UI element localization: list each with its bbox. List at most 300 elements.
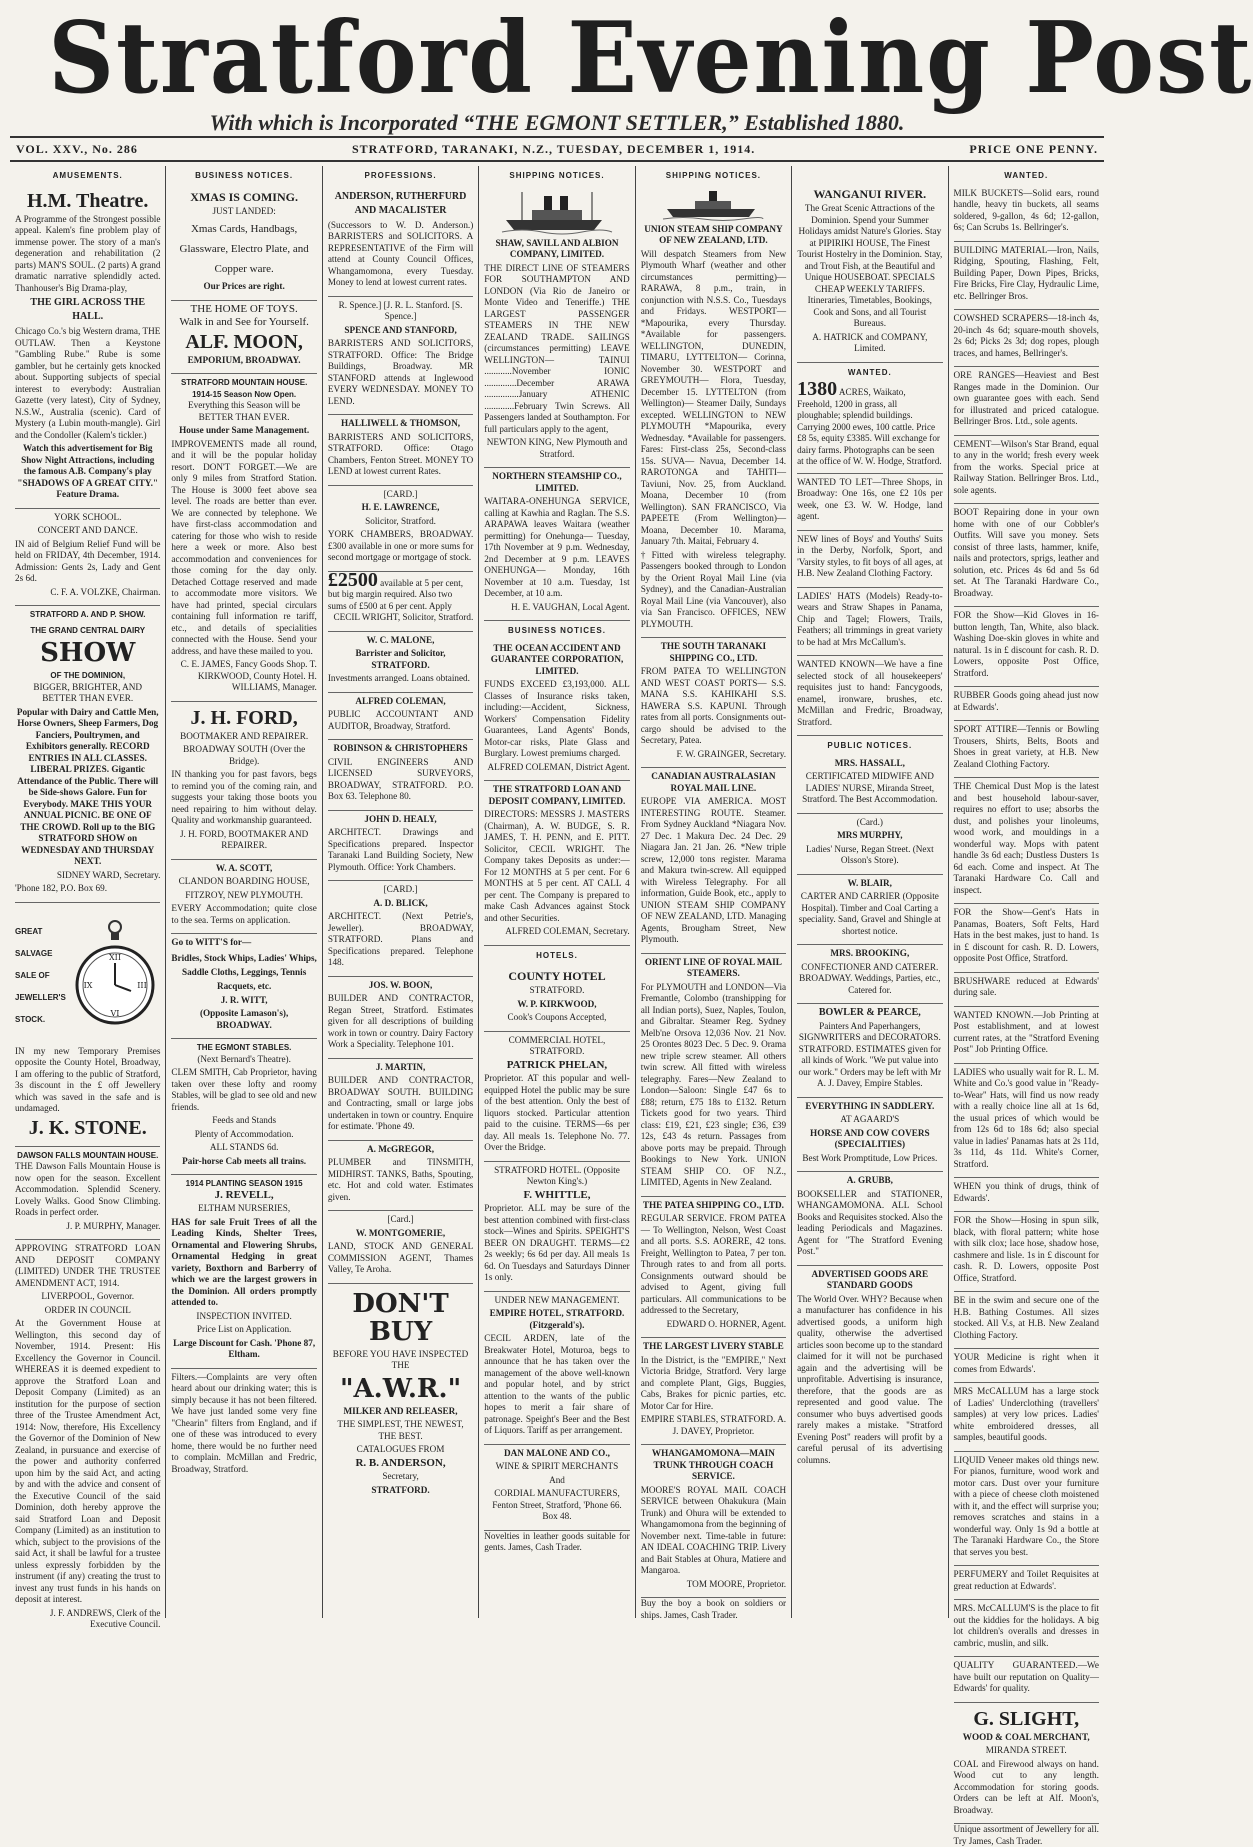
steamship-icon <box>641 188 786 224</box>
ad-alf-moon <box>171 301 316 375</box>
list-item <box>954 1657 1099 1703</box>
ad-text: DIRECTORS: MESSRS J. MASTERS (Chairman), A. W. BUDGE, S. R. JAMES, T. H. PENN, and E. PITT. Solicitor, CECIL WRIGHT. The Company takes Deposits as under:— For 12 MONTHS at 5 per cent. For 6 MONTHS at 5 per cent. AT CALL 4 per cent. The Company is prepared to make Cash Advances against Stock and other Securities. <box>484 809 630 923</box>
ad-title: THE OCEAN ACCIDENT AND GUARANTEE CORPORATION, LIMITED. <box>490 642 624 676</box>
ad-text: CONFECTIONER AND CATERER. BROADWAY. Weddings, Parties, etc., Catered for. <box>799 961 941 995</box>
ad-text: CLEM SMITH, Cab Proprietor, having taken over these lofty and roomy Stables, will be glad to see old and new friends. <box>171 1067 317 1112</box>
masthead <box>10 1 1253 135</box>
ad-text: Large Discount for Cash. 'Phone 87, Eltham. <box>173 1337 316 1359</box>
ad-filters <box>171 1369 316 1483</box>
ad-header: STRATFORD A. AND P. SHOW. <box>29 610 146 619</box>
ad-subtitle: ORDER IN COUNCIL <box>44 1304 131 1315</box>
ad-signature: CECIL WRIGHT, Solicitor, Stratford. <box>333 612 474 622</box>
ad-title: SHOW <box>40 638 136 668</box>
ad-signature: J. P. MURPHY, Manager. <box>66 1220 161 1231</box>
ad-ocean <box>484 640 629 782</box>
ad-egmont-stables <box>171 1039 316 1175</box>
ad-title: WANGANUI RIVER. <box>813 187 927 201</box>
ad-whangamomona <box>641 1445 786 1598</box>
ad-title: DAN MALONE AND CO., <box>504 1447 610 1458</box>
column-business-notices <box>166 166 322 1618</box>
ad-text: IMPROVEMENTS made all round, and it will be the popular holiday resort. DON'T FORGET.—We are only 9 miles from Stratford Station. The House is 3000 feet above sea level. The roads are better than ever. We are connected by telephone. We have first-class accommodation and catering for those who wish to reside here a week or more. Also best accommodation and conveniences for those coming for the day only. Detached Cottage reserved and made to accommodate more visitors. We have had printed, special circulars containing full information re tariff, etc., and details of specialities connected with the House. Send your address, and have these mailed to you. <box>171 438 317 656</box>
ad-ladies-hats <box>797 588 942 657</box>
ad-text: †Fitted with wireless telegraphy. Passengers booked through to London by the Orient Royal Mail Line (via Sydney), and the Canadian-Australian Royal Mail Line (via Vancouver), also via San Francisco. OFFICES, NEW PLYMOUTH. <box>640 549 787 629</box>
ad-title: APPROVING STRATFORD LOAN AND DEPOSIT COMPANY (LIMITED) UNDER THE TRUSTEE AMENDMENT ACT, 1914. <box>15 1243 161 1288</box>
price: PRICE ONE PENNY. <box>969 141 1098 156</box>
ad-signature: EDWARD O. HORNER, Agent. <box>666 1318 787 1329</box>
ad-loan-deposit <box>484 781 629 946</box>
ad-title: BOWLER & PEARCE, <box>818 1007 921 1018</box>
column-shipping-2 <box>636 166 792 1618</box>
ad-text: Buy the boy a book on soldiers or ships. James, Cash Trader. <box>640 1598 787 1620</box>
ad-ford <box>171 702 316 860</box>
ad-text: Proprietor. AT this popular and well-equipped Hotel the public may be sure of the best attention. Only the best of liquors stocked. Particular attention paid to the cuisine. TERMS—6s per day. All meals 1s. Telephone No. 77. Over the Bridge. <box>484 1073 630 1152</box>
list-item <box>954 504 1099 607</box>
newspaper-subtitle: With which is Incorporated “THE EGMONT SETTLER,” Established 1880. <box>209 110 905 135</box>
ad-card: [Card.] <box>387 1214 414 1224</box>
ad-title: STRATFORD HOTEL. (Opposite Newton King's.) <box>494 1164 620 1186</box>
ad-word: JEWELLER'S <box>15 992 66 1002</box>
ad-title: NORTHERN STEAMSHIP CO., LIMITED. <box>492 471 622 493</box>
ad-title: ORIENT LINE OF ROYAL MAIL STEAMERS. <box>644 956 782 978</box>
ad-coleman <box>328 693 473 741</box>
list-item <box>954 436 1099 505</box>
ad-brooking <box>797 945 942 1004</box>
ad-text: For PLYMOUTH and LONDON—Via Fremantle, Colombo (transhipping for all Indian ports), Suez, Naples, Toulon, and Gibraltar. Steamer Reg. Sydney Melb'ne Orsova 12,036 Nov. 21 Nov. 25 Orontes 8023 Dec. 5 Dec. 9. Orama new triple screw steamer. All others twin screw. All fitted with wireless telegraphy. Fares—New Zealand to London—Saloon: Single £47 6s to £88; return, £75 18s to £132. Return Tickets good for two years. Third class: £19, £21, £23 single; £36, £39 12s, £43 4s return. Passages from above ports may be prepaid. Through Bookings to New York. UNION STEAM SHIP CO. OF N.Z., LIMITED, Agents in New Zealand. <box>640 981 787 1187</box>
ad-murphy <box>797 814 942 875</box>
ad-title: EMPIRE HOTEL, STRATFORD. (Fitzgerald's). <box>489 1308 625 1330</box>
ad-stratford-hotel <box>484 1162 629 1292</box>
ad-malone <box>328 632 473 693</box>
ad-text: Best Work Promptitude, Low Prices. <box>802 1152 938 1163</box>
ad-subtitle: CLANDON BOARDING HOUSE, <box>178 876 310 886</box>
ad-mcgregor <box>328 1141 473 1212</box>
ad-text: BEFORE YOU HAVE INSPECTED THE <box>332 1348 469 1370</box>
ad-text: NEW lines of Boys' and Youths' Suits in the Derby, Norfolk, Sport, and 'Varsity styles, to fit boys of all ages, at H.B. New Zealand Clothing Factory. <box>797 533 943 578</box>
ad-text: Feeds and Stands <box>212 1115 277 1125</box>
ad-county-hotel <box>484 964 629 1032</box>
ad-signature: R. B. ANDERSON, <box>355 1456 446 1469</box>
ad-text: CATALOGUES FROM <box>356 1444 445 1454</box>
ad-text: The World Over. WHY? Because when a manufacturer has confidence in his advertised goods, a uniform high quality, otherwise the advertised articles soon become up to the standard claimed for it will not be purchased again and the advertising will be unprofitable. Advertising is insurance, therefore, that the goods are as represented and good value. The consumer who buys advertised goods rarely makes a mistake. "Stratford Evening Post" readers will profit by a careful perusal of its advertising columns. <box>797 1293 943 1465</box>
list-item <box>954 310 1099 367</box>
ad-wright <box>327 568 474 632</box>
ad-text: Walk in and See for Yourself. <box>179 316 309 328</box>
ad-wanganui <box>797 166 942 363</box>
column-amusements <box>10 166 166 1629</box>
ad-signature: ALFRED COLEMAN, District Agent. <box>487 761 630 772</box>
ad-title: EVERYTHING IN SADDLERY. <box>805 1100 935 1111</box>
ad-header: 1914 PLANTING SEASON 1915 <box>185 1179 303 1188</box>
ad-title: DAWSON FALLS MOUNTAIN HOUSE. <box>17 1150 159 1160</box>
list-item <box>954 242 1099 311</box>
ad-text: BE in the swim and secure one of the H.B. Bathing Costumes. All sizes stocked. All V.s, at H.B. New Zealand Clothing Factory. <box>953 1295 1099 1340</box>
ad-text: Popular with Dairy and Cattle Men, Horse Owners, Sheep Farmers, Dog Fanciers, Poultrymen, and Exhibitors generally. RECORD ENTRIES IN ALL CLASSES. LIBERAL PRIZES. Gigantic Attendance of the Public. There will be Side-shows Galore. Fun for Everybody. MAKE THIS YOUR ANNUAL PICNIC. BE ONE OF THE CROWD. Roll up to the BIG STRATFORD SHOW on WEDNESDAY AND THURSDAY NEXT. <box>16 706 159 866</box>
ad-wanted-let <box>797 474 942 531</box>
ad-concert <box>15 509 160 607</box>
section-header: AMUSEMENTS. <box>52 171 123 180</box>
ad-text: ALL STANDS 6d. <box>209 1142 279 1152</box>
ad-text: LAND, STOCK AND GENERAL COMMISSION AGENT, Thames Valley, Te Aroha. <box>327 1241 474 1274</box>
ad-title: MRS MURPHY, <box>837 830 903 840</box>
ad-subtitle: WOOD & COAL MERCHANT, <box>962 1731 1090 1742</box>
ad-text: CARTER AND CARRIER (Opposite Hospital). Timber and Coal Carting a speciality. Sand, Gravel and Shingle at shortest notice. <box>798 891 941 936</box>
ad-new-lines <box>797 531 942 588</box>
dateline <box>10 136 1104 162</box>
ad-title: THE LARGEST LIVERY STABLE <box>643 1341 784 1351</box>
ad-bowler-pearce <box>797 1004 942 1098</box>
ad-signature: J. H. FORD, BOOTMAKER AND REPAIRER. <box>179 828 309 850</box>
ad-title: J. REVELL, <box>214 1188 274 1201</box>
ad-text: available at 5 per cent, but big margin required. Also two sums of £500 at 6 per cent. Apply <box>327 577 464 611</box>
section-header: HOTELS. <box>536 950 578 960</box>
ad-text: CECIL ARDEN, late of the Breakwater Hotel, Moturoa, begs to announce that he has taken over the management of the above well-known and popular hotel, and by strict attention to the wants of the public hopes to merit a fair share of patronage. Speight's Beer and the Best of Liquors. Tariff as per arrangement. <box>484 1333 630 1435</box>
ad-text: BIGGER, BRIGHTER, AND BETTER THAN EVER. <box>33 681 143 703</box>
ad-title: ALFRED COLEMAN, <box>355 695 446 706</box>
ad-text: (Opposite Lamason's), BROADWAY. <box>199 1008 289 1030</box>
ad-shaw-savill <box>484 185 629 469</box>
list-item <box>954 973 1099 1007</box>
section-header: WANTED. <box>1004 171 1049 180</box>
ad-text: REGULAR SERVICE. FROM PATEA— To Wellington, Nelson, West Coast and all ports. S.S. AORERE, 42 tons. Freight, Wellington to Patea, 7 per ton. Through rates to and from all ports. Consignments outward should be advised to Agent, giving full particulars. All communications to be addressed to the Secretary, <box>640 1213 787 1315</box>
list-item <box>954 1452 1099 1567</box>
ad-theatre <box>15 185 160 509</box>
ad-text: EMPORIUM, BROADWAY. <box>187 354 301 365</box>
ad-title: H. E. LAWRENCE, <box>361 502 440 512</box>
ad-subtitle: F. WHITTLE, <box>523 1188 591 1201</box>
ad-text: BARRISTERS AND SOLICITORS, STRATFORD. Office: The Bridge Buildings, Broadway. MR STANFORD attends at Inglewood EVERY WEDNESDAY. MONEY TO LEND. <box>327 338 474 406</box>
ad-signature: A. HATRICK and COMPANY, Limited. <box>812 331 928 353</box>
ad-title: COMMERCIAL HOTEL, STRATFORD. <box>508 1034 606 1056</box>
ad-title: Go to WITT'S for— <box>171 937 252 947</box>
ad-grubb <box>797 1172 942 1266</box>
ad-text: BRUSHWARE reduced at Edwards' during sale. <box>953 975 1099 997</box>
ad-northern <box>484 468 629 621</box>
ad-text: Cook's Coupons Accepted, <box>507 1012 607 1022</box>
ad-text: CEMENT—Wilson's Star Brand, equal to any in the world; fresh every week from the works. Special price at Railway Station. Bellringer Bros. Ltd., sole agents. <box>953 438 1099 495</box>
list-item <box>954 1292 1099 1349</box>
ad-text: BOOT Repairing done in your own home with one of our Cobbler's Outfits. Will save you money. Sets consist of three lasts, hammer, knife, nails and protectors, sprigs, leather and solution, etc. Prices 4s 6d and 5s 6d set. At The Taranaki Hardware Co., Broadway. <box>953 507 1099 598</box>
ad-union-steam <box>641 185 786 639</box>
ad-text: EUROPE VIA AMERICA. MOST INTERESTING ROUTE. Steamer. From Sydney Auckland *Niagara Nov. 27 Dec. 1 Makura Dec. 24 Dec. 29 Niagara Jan. 21 Jan. 26. *New triple screw, 12,000 tons register. Marama and Makura twin-screw. All equipped with Wireless Telegraphy. For all information, Guide Book, etc., apply to UNION STEAM SHIP COMPANY OF NEW ZEALAND, LTD. Managing Agents, Brougham Street, New Plymouth. <box>640 796 787 944</box>
steamship-icon <box>484 188 629 238</box>
ad-order-in-council <box>15 1240 160 1638</box>
ad-title: SPENCE AND STANFORD, <box>344 324 457 335</box>
ad-text: Bridles, Stock Whips, Ladies' Whips, Saddle Cloths, Leggings, Tennis Racquets, etc. <box>171 952 317 991</box>
ad-orient <box>641 954 786 1197</box>
ad-title: G. SLIGHT, <box>973 1707 1080 1730</box>
ad-title: W. BLAIR, <box>847 877 892 888</box>
section-header: BUSINESS NOTICES. <box>508 626 606 635</box>
ad-text: LIQUID Veneer makes old things new. For pianos, furniture, wood work and motor cars. Dust over your furniture with a piece of cheese cloth moistened with it, and the effect will surprise you; removes scratches and stains in a wonderful way. Only 1s 9d a bottle at The Taranaki Hardware Co., the Store that serves you best. <box>953 1454 1099 1557</box>
ad-witt <box>171 934 316 1039</box>
ad-subtitle: FITZROY, NEW PLYMOUTH. <box>185 889 303 900</box>
ad-hassall <box>797 755 942 814</box>
ad-commercial-hotel <box>484 1032 629 1162</box>
ad-title: MRS. BROOKING, <box>830 948 910 958</box>
ad-text: (Successors to W. D. Anderson.) BARRISTERS and SOLICITORS. A REPRESENTATIVE of the Firm will attend at County Council Offices, Whangamomona, every Tuesday. Money to lend at lowest current rates. <box>327 219 474 287</box>
ad-title: COUNTY HOTEL <box>508 969 606 983</box>
list-item <box>954 1383 1099 1452</box>
ad-text: Xmas Cards, Handbags, Glassware, Electro Plate, and Copper ware. <box>179 223 309 275</box>
ad-title: ANDERSON, RUTHERFURD AND MACALISTER <box>334 190 467 216</box>
ad-text: JUST LANDED: <box>212 205 276 216</box>
column-professions <box>323 166 479 1618</box>
place-and-date: STRATFORD, TARANAKI, N.Z., TUESDAY, DECEMBER 1, 1914. <box>352 141 756 156</box>
columns <box>10 166 1104 1846</box>
ad-text: BOOKSELLER and STATIONER, WHANGAMOMONA. ALL School Books and Requisites stocked. Also the leading Periodicals and Magazines. Agent for "The Stratford Evening Post." <box>797 1188 943 1256</box>
ad-title: JOS. W. BOON, <box>368 979 433 990</box>
ad-text: RUBBER Goods going ahead just now at Edwards'. <box>953 690 1099 712</box>
ad-subtitle: MILKER AND RELEASER, <box>343 1405 458 1416</box>
ad-word: SALE OF <box>15 970 50 980</box>
ad-signature: F. W. GRAINGER, Secretary. <box>676 748 787 759</box>
ad-word: GREAT <box>15 926 43 936</box>
ad-text: YORK CHAMBERS, BROADWAY. £300 available in one or more sums for second mortgage or mortgage of stock. <box>327 529 474 562</box>
ad-halliwell <box>328 415 473 486</box>
ad-title: THE EGMONT STABLES. <box>196 1043 292 1052</box>
ad-text: PERFUMERY and Toilet Requisites at great reduction at Edwards'. <box>953 1569 1099 1591</box>
list-item <box>954 904 1099 973</box>
ad-signature: J. F. ANDREWS, Clerk of the Executive Council. <box>49 1607 161 1629</box>
ad-title: XMAS IS COMING. <box>190 189 298 204</box>
ad-text: CIVIL ENGINEERS AND LICENSED SURVEYORS, BROADWAY, STRATFORD. P.O. Box 63. Telephone 80. <box>327 756 474 801</box>
ad-text: CERTIFICATED MIDWIFE AND LADIES' NURSE, Miranda Street, Stratford. The Best Accommodation. <box>802 771 938 804</box>
ad-title: CANADIAN AUSTRALASIAN ROYAL MAIL LINE. <box>651 771 776 793</box>
column-shipping-1 <box>479 166 635 1618</box>
ad-livery <box>641 1338 786 1445</box>
ad-subtitle: AT AGAARD'S <box>840 1114 900 1124</box>
ad-word: STOCK. <box>15 1014 46 1024</box>
ad-subtitle: STRATFORD. <box>529 985 585 995</box>
ad-dawson-falls <box>15 1147 160 1241</box>
ad-slight <box>954 1703 1099 1825</box>
ad-text: PUBLIC ACCOUNTANT AND AUDITOR, Broadway, Stratford. <box>327 709 474 731</box>
ad-text: Plenty of Accommodation. <box>194 1128 294 1139</box>
list-item <box>954 1007 1099 1064</box>
list-item <box>954 1212 1099 1292</box>
ad-advertised-goods <box>797 1266 942 1474</box>
list-item <box>954 687 1099 721</box>
ad-text: Novelties in leather goods suitable for gents. James, Cash Trader. <box>484 1530 630 1552</box>
ad-text: BUILDER AND CONTRACTOR, BROADWAY SOUTH. BUILDING and Contracting, small or large jobs undertaken in town or country. Enquire for estimate. 'Phone 49. <box>327 1075 474 1131</box>
ad-text: FOR the Show—Hosing in spun silk, black, with floral pattern; white hose with silk clox; lace hose, shadow hose, cashmere and lisle. 1s in £ discount for cash. R. D. Lowers, opposite Post Office, Stratford. <box>953 1215 1099 1283</box>
ad-header: UNDER NEW MANAGEMENT. <box>494 1294 620 1305</box>
section-header: PROFESSIONS. <box>364 171 437 180</box>
ad-text: ARCHITECT. Drawings and Specifications prepared. Inspector Taranaki Land Building Society, New Plymouth. Office: York Chambers. <box>327 827 474 872</box>
ad-text: Will despatch Steamers from New Plymouth Wharf (weather and other circumstances permitting)— RARAWA, 8 p.m., train, in conjunction with N.S.S. Co., Tuesdays and Fridays. WESTPORT— *Mapourika, every Thursday. *Available for passengers. WELLINGTON, DUNEDIN, TIMARU, LYTTELTON— Corinna, November 30. WESTPORT and GREYMOUTH— Flora, Tuesday, December 15. LYTTELTON (from Wellington)— Steamer Daily, Sundays excepted. WELLINGTON to NEW PLYMOUTH *Mapourika, every Wednesday. *Available for passengers. Fares: First-class 25s, Second-class 15s. SUVA— Navua, December 14. RAROTONGA and TAHITI— Taviuni, Nov. 25, from Auckland. Moana, December 10 (from Wellington). SAN FRANCISCO, Via PAPEETE (From Wellington)— Moana, December 10. Marama, January 7th. Maitai, February 4. <box>640 248 787 546</box>
ad-title: A. D. BLICK, <box>373 897 428 908</box>
ad-acres <box>797 378 942 474</box>
ad-text: COWSHED SCRAPERS—18-inch 4s, 20-inch 4s 6d; square-mouth shovels, 2s 6d; Picks 2s 3d; dog ropes, plough traces, and hames, Bellringer's. <box>953 313 1099 358</box>
ad-text: House under Same Management. <box>179 425 310 435</box>
ad-boon <box>328 977 473 1059</box>
ad-subtitle: ELTHAM NURSERIES, <box>198 1203 291 1213</box>
ad-card: (Card.) <box>856 816 883 827</box>
ad-scott <box>171 860 316 935</box>
list-item <box>954 1566 1099 1600</box>
ad-text: WANTED TO LET—Three Shops, in Broadway: One 16s, one £2 10s per week, one £3. W. W. Hodge, land agent. <box>797 476 943 521</box>
ad-card: [CARD.] <box>383 884 418 894</box>
ad-text: Filters.—Complaints are very often heard about our drinking water; this is simply because it has not been filtered. We have just landed some very fine "Chearin" filters from England, and if one of these was introduced to every home, there would be no further need to complain. McMillan and Fredric, Broadway, Stratford. <box>171 1371 317 1474</box>
ad-title: J. K. STONE. <box>28 1116 147 1139</box>
newspaper-title: Stratford Evening Post <box>48 1 1253 116</box>
ad-text: Our Prices are right. <box>203 281 285 291</box>
ad-spence <box>328 297 473 416</box>
ad-text: INSPECTION INVITED. <box>196 1310 292 1321</box>
ad-subtitle: BOOTMAKER AND REPAIRER. <box>180 730 309 741</box>
ad-text: LIVERPOOL, Governor. <box>41 1291 135 1301</box>
svg-text:XII: XII <box>109 952 122 962</box>
ad-text: Secretary, <box>382 1471 419 1481</box>
ad-signature: EMPIRE STABLES, STRATFORD. A. J. DAVEY, Proprietor. <box>640 1414 787 1436</box>
ad-text: IN my new Temporary Premises opposite the County Hotel, Broadway, I am offering to the public of Stratford, 3s discount in the £ off Jewellery which was saved in the safe and is undamaged. <box>15 1045 161 1113</box>
ad-text: WANTED KNOWN—We have a fine selected stock of all housekeepers' requisites just to hand: Fancygoods, enamel, ironware, brushes, etc. McMillan and Fredric, Broadway, Stratford. <box>797 659 943 727</box>
ad-title: W. MONTGOMERIE, <box>355 1227 446 1238</box>
ad-text: The Great Scenic Attractions of the Dominion. Spend your Summer Holidays amidst Nature's Glories. Stay at PIPIRIKI HOUSE, The Finest Tourist Hostelry in the Dominion. Stay, and Trout Fish, at the Beautiful and Unique HOUSEBOAT. SPECIALS CHEAP WEEKLY TARIFFS. Itineraries, Timetables, Bookings, Cook and Sons, and all Tourist Bureaus. <box>797 203 943 328</box>
ad-title: W. A. SCOTT, <box>215 862 273 873</box>
list-item <box>954 778 1099 904</box>
ad-text: THE SIMPLEST, THE NEWEST, THE BEST. <box>337 1419 464 1441</box>
ad-text: W. P. KIRKWOOD, <box>517 998 597 1009</box>
ad-title: H.M. Theatre. <box>26 189 149 212</box>
ad-title: JOHN D. HEALY, <box>364 813 437 824</box>
list-item <box>954 1178 1099 1212</box>
section-header: SHIPPING NOTICES. <box>665 171 762 180</box>
ad-lawrence <box>328 486 473 572</box>
ad-text: QUALITY GUARANTEED.—We have built our reputation on Quality—Edwards' for quality. <box>953 1660 1099 1693</box>
ad-healy <box>328 811 473 882</box>
ad-title: THE STRATFORD LOAN AND DEPOSIT COMPANY, LIMITED. <box>488 784 626 806</box>
ad-text: HAS for sale Fruit Trees of all the Leading Kinds, Shelter Trees, Ornamental and Flowering Shrubs, Ornamental Hedging in great variety, Boxthorn and Barberry of which we are the largest growers in the Dominion. All orders promptly attended to. <box>171 1216 317 1307</box>
ad-dan-malone <box>484 1445 629 1531</box>
wanted-list <box>954 185 1099 1703</box>
svg-text:III: III <box>137 980 147 990</box>
section-header: WANTED. <box>847 367 892 377</box>
ad-text: ORE RANGES—Heaviest and Best Ranges made in the Dominion. Our own guarantee goes with each. Send for illustrated and priced catalogue. Bellringer Bros. Ltd., sole agents. <box>953 370 1099 426</box>
ad-text: EVERY Accommodation; quite close to the sea. Terms on application. <box>171 903 317 925</box>
ad-text: THE HOME OF TOYS. <box>190 302 298 315</box>
ad-text: SPORT ATTIRE—Tennis or Bowling Trousers, Shirts, Belts, Boots and Shoes in great variety, at H.B. New Zealand Clothing Factory. <box>953 724 1099 769</box>
section-header: SHIPPING NOTICES. <box>509 171 605 180</box>
ad-signature: ALFRED COLEMAN, Secretary. <box>505 926 630 936</box>
ad-text: Ladies' Nurse, Regan Street. (Next Olsson's Store). <box>805 843 934 865</box>
ad-subtitle: WINE & SPIRIT MERCHANTS <box>495 1461 619 1471</box>
ad-text: FROM PATEA TO WELLINGTON AND WEST COAST PORTS— S.S. MANA S.S. KAHIKAHI S.S. HAWERA S.S. KAPUNI. Through rates from all ports. Consignments out-cargo should be advised to the Secretary, Patea. <box>640 666 787 745</box>
ad-text: Price List on Application. <box>196 1324 292 1334</box>
ad-montgomerie <box>328 1211 473 1284</box>
ad-blair <box>797 875 942 946</box>
ad-text: Chicago Co.'s big Western drama, THE OUTLAW. Then a Keystone "Gambling Rube." Rube is some gambler, but he certainly gets knocked about. Supporting subjects of special interest to everybody: Australian Gazette (very latest), City of Sydney, N.S.W., Australia (scenic). Card of Mystery (a Lubin mouth-mangle). Girl and the Condoller (Kalem's tickler.) <box>15 326 161 440</box>
ad-signature: SIDNEY WARD, Secretary. <box>56 869 161 880</box>
ad-show <box>15 606 160 903</box>
ad-signature: H. E. VAUGHAN, Local Agent. <box>511 601 630 612</box>
ad-wanted-known <box>797 656 942 736</box>
ad-subtitle: 1914-15 Season Now Open. <box>192 389 297 399</box>
ad-awr-milker <box>328 1284 473 1504</box>
ad-text: MRS McCALLUM has a large stock of Ladies' Underclothing (travellers' samples) at very low prices. Ladies' white embroidered dresses, all samples, beautiful goods. <box>953 1386 1099 1442</box>
ad-title: YORK SCHOOL. <box>54 511 122 522</box>
ad-text: THE Chemical Dust Mop is the latest and best household labour-saver, requires no effort to use; absorbs the dust, and polishes your linoleums, wood work, and mouldings in a wonderful way. Mops with patent handle 3s 6d each; Dustless Dusters 1s 6d each. Come and inspect. At The Taranaki Hardware Co. Call and inspect. <box>953 781 1099 895</box>
ad-text: BUILDER AND CONTRACTOR, Regan Street, Stratford. Estimates given for all descriptions of building work in town or country. Dairy Factory Work a Speciality. Telephone 101. <box>327 993 474 1049</box>
ad-phone: 'Phone 182, P.O. Box 69. <box>15 883 108 893</box>
ad-text: YOUR Medicine is right when it comes from Edwards'. <box>953 1352 1099 1374</box>
ad-text: ARCHITECT. (Next Petrie's, Jeweller). BROADWAY, STRATFORD. Plans and Specifications prepared. Telephone 148. <box>327 911 474 967</box>
section-header: PUBLIC NOTICES. <box>827 741 913 750</box>
ad-title: THE PATEA SHIPPING CO., LTD. <box>642 1199 784 1210</box>
ad-subtitle: THE GRAND CENTRAL DAIRY <box>30 625 146 635</box>
ad-text: HORSE AND COW COVERS (SPECIALITIES) <box>810 1127 930 1149</box>
ad-text: THE Dawson Falls Mountain House is now open for the season. Excellent Accommodation. Splendid Scenery. Lovely Walks. Good Snow Climbing. Roads in perfect order. <box>15 1161 161 1217</box>
ad-text: WHEN you think of drugs, think of Edwards'. <box>953 1181 1099 1203</box>
ad-text: And <box>549 1474 565 1485</box>
ad-title: ALF. MOON, <box>185 330 303 353</box>
ad-text: STRATFORD. <box>371 1484 430 1495</box>
ad-text: COAL and Firewood always on hand. Wood cut to any length. Accommodation for storing goods. Orders can be left at Alf. Moon's, Broadway. <box>953 1758 1099 1815</box>
list-item <box>954 607 1099 687</box>
ad-revell <box>171 1175 316 1369</box>
ad-subtitle: Solicitor, Stratford. <box>365 515 436 526</box>
list-item <box>954 185 1099 242</box>
ad-text: BROADWAY SOUTH (Over the Bridge). <box>183 744 306 766</box>
ad-anderson <box>328 185 473 297</box>
ad-text: IN aid of Belgium Relief Fund will be held on FRIDAY, 4th December, 1914. Admission: Gents 2s, Lady and Gent 2s 6d. <box>15 538 161 583</box>
ad-text: FUNDS EXCEED £3,193,000. ALL Classes of Insurance risks taken, including:—Accident, Sickness, Workers' Compensation Fidelity Guarantees, Land Agents' Bonds, Motor-car risks, Plate Glass and Burglary. Lowest premiums charged. <box>484 679 630 758</box>
ad-text: BUILDING MATERIAL—Iron, Nails, Ridging, Spouting, Flashing, Felt, Building Paper, Down Pipes, Bricks, Fire Bricks, Fire Clay, Hydraulic Lime, etc. Bellringer Bros. <box>953 244 1099 301</box>
ad-amount: £2500 <box>327 568 378 591</box>
ad-title: J. MARTIN, <box>375 1061 426 1072</box>
ad-text: WAITARA-ONEHUNGA SERVICE, calling at Kawhia and Raglan. The S.S. ARAPAWA leaves Waitara (weather permitting) for Onehunga— Tuesday, 17th November at 9 p.m. Wednesday, 2nd December at 9 p.m. LEAVES ONEHUNGA— Monday, 16th November at 10 a.m. Tuesday, 1st December, at 10 a.m. <box>484 496 630 598</box>
ad-title: J. H. FORD, <box>190 706 298 729</box>
ad-text: LADIES' HATS (Models) Ready-to-wears and Straw Shapes in Panama, Chip and Tagel; Flowers, Trails, Feathers; all trimmings in great variety to be had at Mrs McCallum's. <box>797 590 943 647</box>
ad-text: Unique assortment of Jewellery for all. Try James, Cash Trader. <box>953 1824 1099 1846</box>
ad-card: [CARD.] <box>383 488 418 499</box>
column-wanted <box>949 166 1104 1846</box>
ad-signature: TOM MOORE, Proprietor. <box>686 1578 787 1589</box>
ad-subtitle: (Next Bernard's Theatre). <box>197 1053 291 1064</box>
ad-title: UNION STEAM SHIP COMPANY OF NEW ZEALAND, LTD. <box>644 223 783 245</box>
ad-text: Investments arranged. Loans obtained. <box>327 673 470 683</box>
ad-text: WANTED KNOWN.—Job Printing at Post establishment, and at lowest current rates, at the "Stratford Evening Post" Job Printing Office. <box>953 1009 1099 1054</box>
ad-text: R. Spence.] [J. R. L. Stanford. [S. Spence.] <box>338 299 463 321</box>
ad-signature: C. E. JAMES, Fancy Goods Shop. T. KIRKWOOD, County Hotel. H. WILLIAMS, Manager. <box>180 659 317 692</box>
ad-text: Pair-horse Cab meets all trains. <box>182 1155 307 1166</box>
ad-subtitle: THE GIRL ACROSS THE HALL. <box>30 297 145 322</box>
ad-patea <box>641 1197 786 1339</box>
ad-subtitle: PATRICK PHELAN, <box>506 1058 608 1071</box>
ad-text: THE DIRECT LINE OF STEAMERS FOR SOUTHAMPTON AND LONDON (Via Rio de Janeiro or Monte Video and Teneriffe.) THE LARGEST PASSENGER STEAMERS IN THE NEW ZEALAND TRADE. SAILINGS (circumstances permitting) LEAVE WELLINGTON— TAINUI ............November IONIC ..............December ARAWA ...............January ATHENIC .............February Twin Screws. All Passengers landed at Southampton. For full particulars apply to the agent, <box>484 262 630 434</box>
pocket-watch-icon <box>70 906 160 1046</box>
ad-subtitle: Barrister and Solicitor, STRATFORD. <box>355 648 446 670</box>
column-wanganui-public <box>792 166 948 1618</box>
ad-subtitle: MIRANDA STREET. <box>985 1745 1067 1755</box>
ad-martin <box>328 1059 473 1141</box>
section-header: BUSINESS NOTICES. <box>195 171 294 180</box>
ad-text: In the District, is the "EMPIRE," Next Victoria Bridge, Stratford. Very large and complete Plant, Gigs, Buggies, Cabs, Brakes for picnic parties, etc. Motor Car for Hire. <box>640 1354 787 1411</box>
ad-text: LADIES who usually wait for R. L. M. White and Co.'s good value in "Ready-to-Wear" Hats, will find us now ready with a really choice line all at 1s 6d, the usual prices of which would be from 12s 6d to 18s 6d; also special value in ladies' Panamas hats at 2s 11d, 3s 11d, 4s 11d. White's Corner, Stratford. <box>953 1066 1099 1169</box>
ad-title: W. C. MALONE, <box>366 634 435 645</box>
ad-text: IN thanking you for past favors, begs to remind you of the coming rain, and suggests your taking those boots you need repairing to him without delay. Quality and workmanship guaranteed. <box>171 769 317 825</box>
ad-text: MILK BUCKETS—Solid ears, round handle, heavy tin buckets, all seams soldered, 9-gallon, 4s 6d; 12-gallon, 6s; Can Scrubs 1s. Bellringer's. <box>953 187 1099 232</box>
ad-text: At the Government House at Wellington, this second day of November, 1914. Present: His Excellency the Governor in Council. WHEREAS it is deemed expedient to approve the Stratford Loan and Deposit Company (Limited) as an institution for the purpose of section three of the Trustee Amendment Act, 1914: Now, therefore, His Excellency the Governor of the Dominion of New Zealand, in pursuance and exercise of the power and authority conferred upon him by the said Act, and acting by and with the advice and consent of the Executive Council of the said Dominion, doth hereby approve the said Stratford Loan and Deposit Company (Limited) as an institution to which, subject to the provisions of the said Act, it shall be lawful for a trustee unless expressly forbidden by the instrument (if any) creating the trust to invest any trust funds in his hands on deposit at interest. <box>15 1318 161 1604</box>
ad-title: THE SOUTH TARANAKI SHIPPING CO., LTD. <box>660 641 767 663</box>
ad-product: "A.W.R." <box>339 1373 462 1404</box>
ad-xmas <box>171 185 316 301</box>
ad-title: ADVERTISED GOODS ARE STANDARD GOODS <box>811 1268 929 1290</box>
ad-subtitle: CONCERT AND DANCE. <box>37 525 138 535</box>
ad-text: Everything this Season will be BETTER THAN EVER. <box>187 400 301 422</box>
ad-title: MRS. HASSALL, <box>834 757 905 768</box>
ad-text: PLUMBER and TINSMITH, MIDHIRST. TANKS, Baths, Spouting, etc. Hot and cold water. Estimates given. <box>327 1157 474 1202</box>
